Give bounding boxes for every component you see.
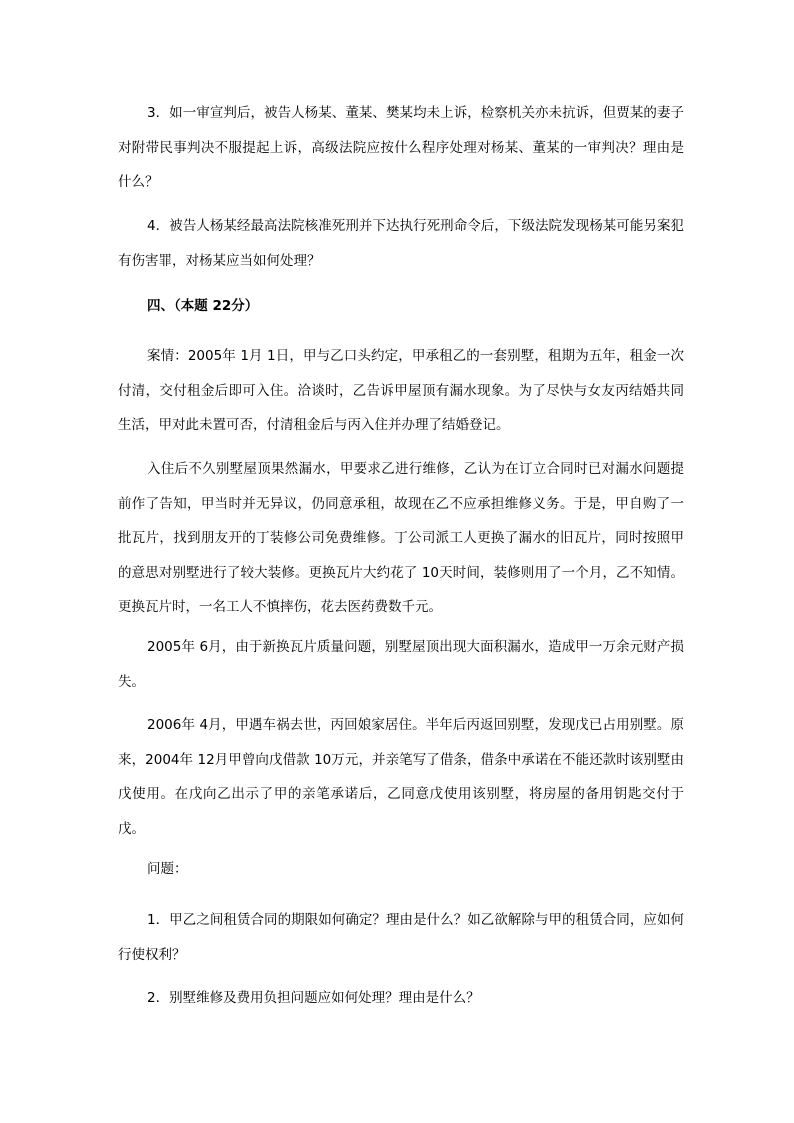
case-facts-paragraph-4: 2006年 4月，甲遇车祸去世，丙回娘家居住。半年后丙返回别墅，发现戊已占用别墅。原来，2004年 12月甲曾向戊借款 10万元，并亲笔写了借条，借条中承诺在不能还款时该别墅由戊使用。在戊向乙出示了甲的亲笔承诺后，乙同意戊使用该别墅，将房屋的备用钥匙交付于戊。 bbox=[118, 717, 684, 837]
question-2-paragraph: 2．别墅维修及费用负担问题应如何处理？理由是什么？ bbox=[147, 990, 480, 1006]
question-4-paragraph: 4．被告人杨某经最高法院核准死刑并下达执行死刑命令后，下级法院发现杨某可能另案犯有伤害罪，对杨某应当如何处理？ bbox=[118, 218, 684, 269]
case-facts-paragraph-3: 2005年 6月，由于新换瓦片质量问题，别墅屋顶出现大面积漏水，造成甲一万余元财产损失。 bbox=[118, 639, 684, 690]
question-1-paragraph: 1．甲乙之间租赁合同的期限如何确定？理由是什么？如乙欲解除与甲的租赁合同，应如何行使权利？ bbox=[118, 912, 684, 963]
questions-label: 问题： bbox=[147, 861, 188, 877]
case-facts-paragraph-2: 入住后不久别墅屋顶果然漏水，甲要求乙进行维修，乙认为在订立合同时已对漏水问题提前作了告知，甲当时并无异议，仍同意承租，故现在乙不应承担维修义务。于是，甲自购了一批瓦片，找到朋友开的丁装修公司免费维修。丁公司派工人更换了漏水的旧瓦片，同时按照甲的意思对别墅进行了较大装修。更换瓦片大约花了 10天时间，装修则用了一个月，乙不知情。更换瓦片时，一名工人不慎摔伤，花去医药费数千元。 bbox=[118, 461, 684, 615]
section-4-heading: 四、（本题 22分） bbox=[147, 298, 259, 314]
case-facts-paragraph-1: 案情：2005年 1月 1日，甲与乙口头约定，甲承租乙的一套别墅，租期为五年，租金一次付清，交付租金后即可入住。洽谈时，乙告诉甲屋顶有漏水现象。为了尽快与女友丙结婚共同生活，甲对此未置可否，付清租金后与丙入住并办理了结婚登记。 bbox=[118, 348, 684, 433]
question-3-paragraph: 3．如一审宣判后，被告人杨某、董某、樊某均未上诉，检察机关亦未抗诉，但贾某的妻子对附带民事判决不服提起上诉，高级法院应按什么程序处理对杨某、董某的一审判决？理由是什么？ bbox=[118, 105, 684, 190]
